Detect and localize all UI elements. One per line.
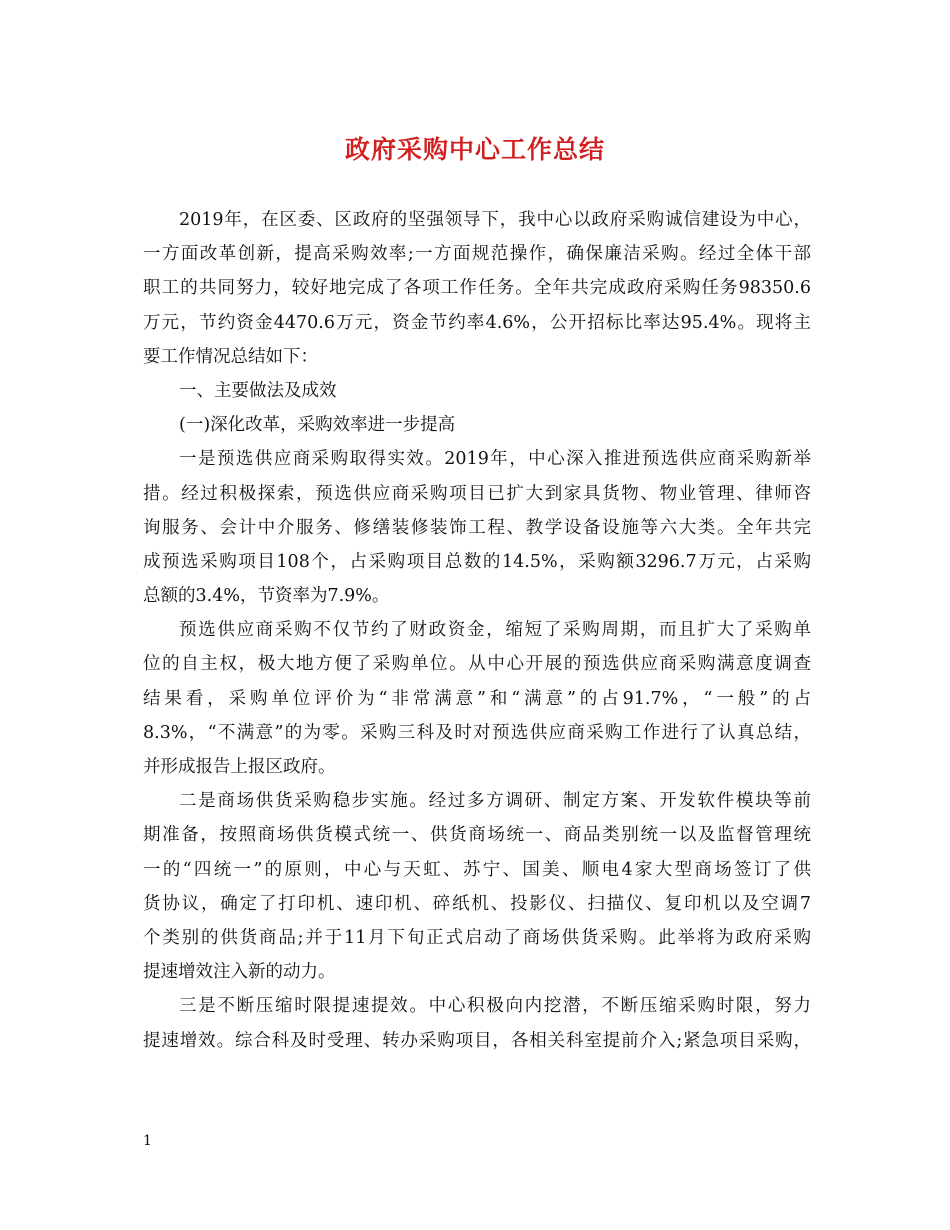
text-line: 万元，节约资金4470.6万元，资金节约率4.6%，公开招标比率达95.4%。现将主 xyxy=(143,312,811,333)
document-body xyxy=(143,203,811,1058)
text-line: 职工的共同努力，较好地完成了各项工作任务。全年共完成政府采购任务98350.6 xyxy=(143,278,811,299)
text-line: 2019年，在区委、区政府的坚强领导下，我中心以政府采购诚信建设为中心， xyxy=(179,210,811,230)
text-line: 8.3%，“不满意”的为零。采购三科及时对预选供应商采购工作进行了认真总结， xyxy=(143,722,811,743)
text-line: 货协议，确定了打印机、速印机、碎纸机、投影仪、扫描仪、复印机以及空调7 xyxy=(143,893,811,914)
text-line: 期准备，按照商场供货模式统一、供货商场统一、商品类别统一以及监督管理统 xyxy=(143,825,811,846)
text-line: 结果看，采购单位评价为“非常满意”和“满意”的占91.7%，“一般”的占 xyxy=(143,688,811,709)
text-line: (一)深化改革，采购效率进一步提高 xyxy=(179,415,456,436)
text-line: 总额的3.4%，节资率为7.9%。 xyxy=(143,586,390,607)
text-line: 提速增效。综合科及时受理、转办采购项目，各相关科室提前介入;紧急项目采购， xyxy=(143,1030,811,1051)
page-number: 1 xyxy=(143,1133,152,1149)
text-line: 一是预选供应商采购取得实效。2019年，中心深入推进预选供应商采购新举 xyxy=(179,449,811,470)
text-line: 一方面改革创新，提高采购效率;一方面规范操作，确保廉洁采购。经过全体干部 xyxy=(143,244,811,265)
text-line: 询服务、会计中介服务、修缮装修装饰工程、教学设备设施等六大类。全年共完 xyxy=(143,517,811,538)
text-line: 位的自主权，极大地方便了采购单位。从中心开展的预选供应商采购满意度调查 xyxy=(143,654,811,675)
text-line: 一的“四统一”的原则，中心与天虹、苏宁、国美、顺电4家大型商场签订了供 xyxy=(143,859,811,880)
text-line: 个类别的供货商品;并于11月下旬正式启动了商场供货采购。此举将为政府采购 xyxy=(143,927,811,948)
text-line: 预选供应商采购不仅节约了财政资金，缩短了采购周期，而且扩大了采购单 xyxy=(179,620,811,641)
text-line: 提速增效注入新的动力。 xyxy=(143,962,336,983)
text-line: 三是不断压缩时限提速提效。中心积极向内挖潜，不断压缩采购时限，努力 xyxy=(179,996,811,1017)
text-line: 一、主要做法及成效 xyxy=(179,380,337,401)
text-line: 要工作情况总结如下： xyxy=(143,346,318,367)
text-line: 措。经过积极探索，预选供应商采购项目已扩大到家具货物、物业管理、律师咨 xyxy=(143,483,811,504)
text-line: 二是商场供货采购稳步实施。经过多方调研、制定方案、开发软件模块等前 xyxy=(179,791,811,812)
text-line: 并形成报告上报区政府。 xyxy=(143,757,336,777)
text-line: 成预选采购项目108个，占采购项目总数的14.5%，采购额3296.7万元，占采购 xyxy=(143,551,811,572)
document-title: 政府采购中心工作总结 xyxy=(344,135,605,164)
